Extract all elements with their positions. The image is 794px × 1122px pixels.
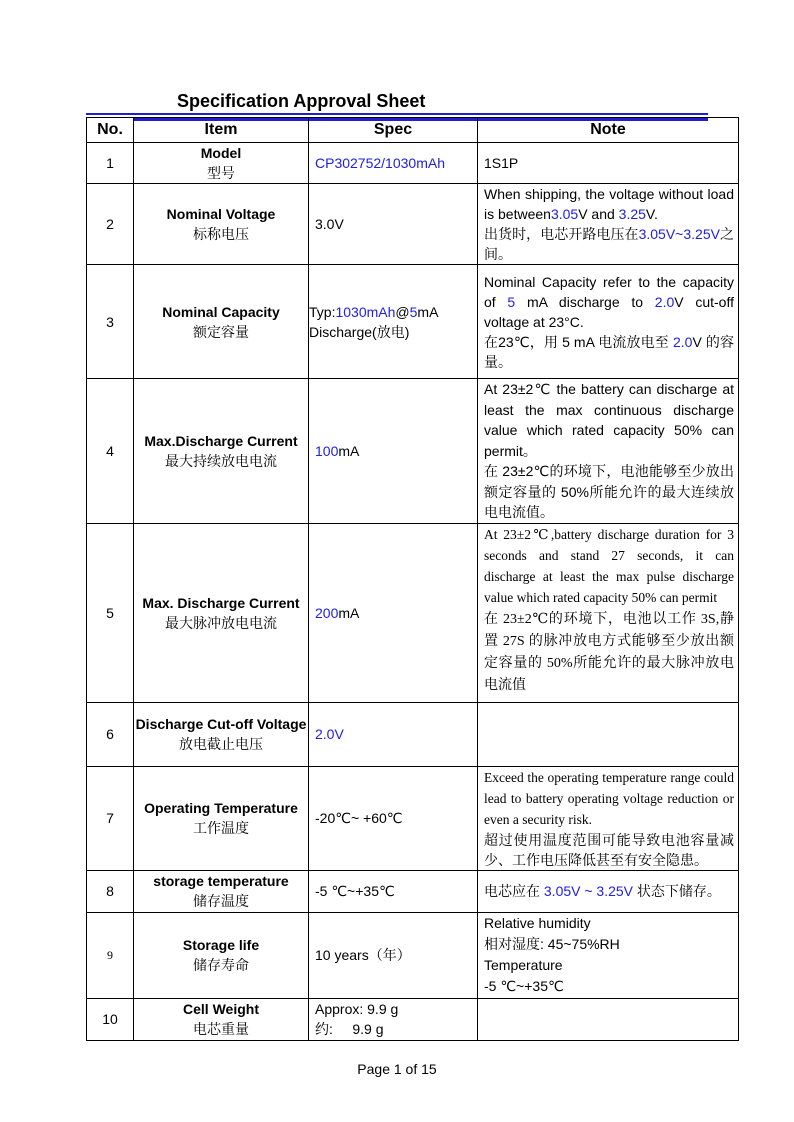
row-no: 9	[87, 912, 134, 998]
item-zh: 型号	[207, 165, 235, 181]
row-spec: -20℃~ +60℃	[309, 766, 478, 870]
row-item	[134, 702, 309, 766]
item-en: Discharge Cut-off Voltage	[135, 716, 307, 732]
row-item	[134, 870, 309, 912]
header-spec: Spec	[309, 118, 478, 143]
row-note: 电芯应在 3.05V ~ 3.25V 状态下储存。	[478, 870, 739, 912]
item-zh: 最大持续放电电流	[165, 452, 277, 469]
item-en: Nominal Voltage	[166, 206, 276, 222]
item-zh: 最大脉冲放电电流	[165, 614, 277, 631]
item-zh: 标称电压	[193, 226, 249, 242]
row-no: 2	[87, 184, 134, 265]
row-spec: Typ:1030mAh@5mA Discharge(放电)	[309, 265, 478, 379]
header-note: Note	[478, 118, 739, 143]
page-footer: Page 1 of 15	[357, 1061, 437, 1077]
table-row	[87, 143, 739, 184]
item-en: Cell Weight	[183, 1001, 259, 1017]
row-item	[134, 379, 309, 524]
row-note: When shipping, the voltage without load is between3.05V and 3.25V. 出货时，电芯开路电压在3.05V~3.25V之间。	[478, 184, 739, 265]
page-title: Specification Approval Sheet	[177, 91, 426, 111]
row-note: Nominal Capacity refer to the capacity of 5 mA discharge to 2.0V cut-off voltage at 23°C. 在23℃，用 5 mA 电流放电至 2.0V 的容量。	[478, 265, 739, 379]
row-item	[134, 265, 309, 379]
item-en: Nominal Capacity	[162, 303, 280, 320]
spec-table	[86, 117, 739, 1041]
row-note	[478, 702, 739, 766]
row-spec: CP302752/1030mAh	[309, 143, 478, 184]
row-no: 8	[87, 870, 134, 912]
table-row	[87, 702, 739, 766]
item-en: Model	[200, 145, 242, 161]
row-no: 5	[87, 523, 134, 702]
row-item	[134, 998, 309, 1040]
row-no: 6	[87, 702, 134, 766]
title-accent-bar-top	[86, 113, 708, 115]
row-note: At 23±2℃,battery discharge duration for 3 seconds and stand 27 seconds, it can discharge at least the max pulse discharge value which rated capacity 50% can permit 在 23±2℃的环境下，电池以工作 3S,静置 27S 的脉冲放电方式能够至少放出额定容量的 50%所能允许的最大脉冲放电电流值	[478, 523, 739, 702]
item-zh: 额定容量	[193, 323, 249, 340]
item-en: Max. Discharge Current	[142, 594, 300, 611]
item-en: Storage life	[182, 937, 260, 953]
header-item: Item	[134, 118, 309, 143]
table-row	[87, 265, 739, 379]
row-item	[134, 766, 309, 870]
row-note: Exceed the operating temperature range could lead to battery operating voltage reduction or even a security risk. 超过使用温度范围可能导致电池容量减少、工作电压降低甚至有安全隐患。	[478, 766, 739, 870]
table-row	[87, 184, 739, 265]
row-no: 10	[87, 998, 134, 1040]
item-zh: 电芯重量	[193, 1021, 249, 1037]
table-row	[87, 870, 739, 912]
row-item	[134, 184, 309, 265]
row-no: 1	[87, 143, 134, 184]
item-zh: 工作温度	[193, 820, 249, 836]
table-row	[87, 998, 739, 1040]
row-spec: 200mA	[309, 523, 478, 702]
item-zh: 放电截止电压	[179, 736, 263, 752]
row-note: At 23±2℃ the battery can discharge at least the max continuous discharge value which rated capacity 50% can permit。 在 23±2℃的环境下，电池能够至少放出额定容量的 50%所能允许的最大连续放电电流值。	[478, 379, 739, 524]
header-no: No.	[87, 118, 134, 143]
table-row	[87, 523, 739, 702]
row-no: 4	[87, 379, 134, 524]
header-row	[87, 118, 739, 143]
row-no: 7	[87, 766, 134, 870]
row-note	[478, 998, 739, 1040]
row-spec: 2.0V	[309, 702, 478, 766]
row-item	[134, 143, 309, 184]
item-en: storage temperature	[153, 873, 289, 889]
row-no: 3	[87, 265, 134, 379]
table-row	[87, 379, 739, 524]
row-note: Relative humidity 相对湿度: 45~75%RH Temperature -5 ℃~+35℃	[478, 912, 739, 998]
row-spec: -5 ℃~+35℃	[309, 870, 478, 912]
row-spec: Approx: 9.9 g 约: 9.9 g	[309, 998, 478, 1040]
row-note: 1S1P	[478, 143, 739, 184]
item-zh: 储存寿命	[193, 957, 249, 973]
row-spec: 100mA	[309, 379, 478, 524]
item-en: Operating Temperature	[144, 800, 298, 816]
row-spec: 10 years（年）	[309, 912, 478, 998]
item-zh: 储存温度	[193, 893, 249, 909]
row-item	[134, 912, 309, 998]
row-item	[134, 523, 309, 702]
item-en: Max.Discharge Current	[144, 432, 298, 449]
row-spec: 3.0V	[309, 184, 478, 265]
table-row	[87, 912, 739, 998]
table-row	[87, 766, 739, 870]
